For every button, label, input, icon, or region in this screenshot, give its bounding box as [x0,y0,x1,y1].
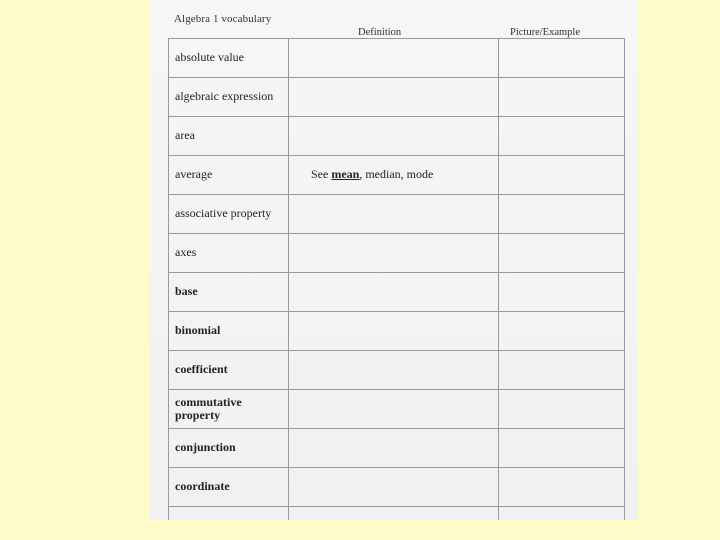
table-row [169,390,625,429]
example-cell [499,117,625,156]
definition-cell [289,78,499,117]
term-cell: average [169,156,289,195]
definition-cell [289,312,499,351]
worksheet-photo [150,0,638,520]
table-row [169,351,625,390]
definition-cell [289,273,499,312]
example-cell [499,234,625,273]
definition-cell [289,234,499,273]
definition-cell [289,195,499,234]
table-row [169,78,625,117]
table-row [169,195,625,234]
example-cell [499,273,625,312]
table-row [169,117,625,156]
example-cell [499,78,625,117]
table-row [169,156,625,195]
example-cell [499,507,625,521]
term-cell: axes [169,234,289,273]
term-cell: conjunction [169,429,289,468]
term-cell: coefficient [169,351,289,390]
table-row [169,468,625,507]
definition-cell [289,468,499,507]
definition-cell [289,429,499,468]
table-row [169,507,625,521]
term-cell [169,507,289,521]
definition-cell [289,117,499,156]
definition-cell [289,351,499,390]
definition-cell [289,156,499,195]
example-cell [499,39,625,78]
example-cell [499,195,625,234]
term-cell: coordinate [169,468,289,507]
term-cell: area [169,117,289,156]
example-cell [499,390,625,429]
term-cell: associative property [169,195,289,234]
definition-column-header: Definition [358,27,402,38]
table-row [169,312,625,351]
term-cell: algebraic expression [169,78,289,117]
worksheet-title: Algebra 1 vocabulary [174,13,272,25]
term-cell: commutative property [169,390,289,429]
definition-cell [289,390,499,429]
term-cell: absolute value [169,39,289,78]
term-cell: binomial [169,312,289,351]
definition-emphasis: mean [331,167,360,182]
table-row [169,273,625,312]
example-cell [499,312,625,351]
term-cell: base [169,273,289,312]
example-cell [499,429,625,468]
example-cell [499,156,625,195]
table-row [169,39,625,78]
definition-cell [289,39,499,78]
example-cell [499,468,625,507]
definition-prefix: See [311,167,332,182]
definition-suffix: , median, mode [359,167,434,182]
table-row [169,234,625,273]
picture-example-column-header: Picture/Example [510,27,580,38]
definition-cell [289,507,499,521]
example-cell [499,351,625,390]
table-row [169,429,625,468]
vocabulary-table [168,38,625,520]
